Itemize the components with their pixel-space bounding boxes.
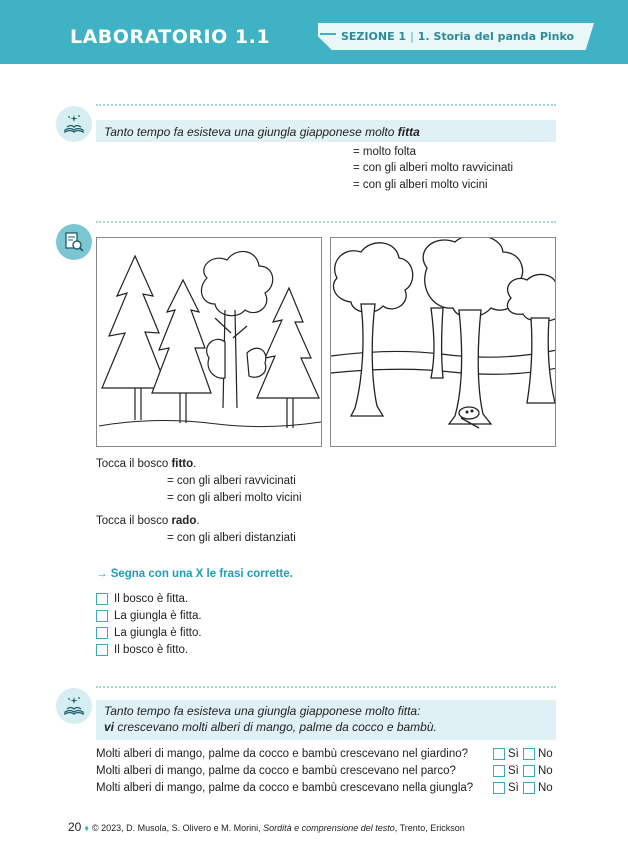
no-label: No <box>538 765 553 777</box>
divider <box>96 686 556 688</box>
definition-line: = con gli alberi molto ravvicinati <box>353 162 514 174</box>
book-magic-icon <box>56 688 92 724</box>
sentence-line-1: Tanto tempo fa esisteva una giungla giapponese molto fitta: <box>104 704 421 718</box>
option-label: Il bosco è fitto. <box>114 644 189 656</box>
period: . <box>196 515 200 527</box>
yes-label: Sì <box>508 782 519 794</box>
definition-line: = con gli alberi molto vicini <box>353 179 488 191</box>
footer <box>68 820 465 834</box>
credits-title: Sordità e comprensione del testo <box>263 823 395 833</box>
credits-prefix: © 2023, D. Musola, S. Olivero e M. Morini, <box>91 823 264 833</box>
yes-label: Sì <box>508 765 519 777</box>
definition-line: = con gli alberi molto vicini <box>167 492 302 504</box>
sezione-text <box>341 30 574 43</box>
checkbox-yes[interactable] <box>493 748 505 760</box>
definition-line: = molto folta <box>353 146 416 158</box>
sezione-divider: | <box>410 30 414 43</box>
text: Tocca il bosco <box>96 515 172 527</box>
sentence-line-2 <box>104 719 548 735</box>
arrow-icon <box>320 33 336 35</box>
book-magic-icon <box>56 106 92 142</box>
credits-suffix: , Trento, Erickson <box>394 823 465 833</box>
checkbox-yes[interactable] <box>493 765 505 777</box>
sezione-title: 1. Storia del panda Pinko <box>417 30 575 43</box>
sentence-band <box>96 700 556 740</box>
yes-label: Sì <box>508 748 519 760</box>
question-text: Molti alberi di mango, palme da cocco e bambù crescevano nella giungla? <box>96 782 474 794</box>
question-text: Molti alberi di mango, palme da cocco e bambù crescevano nel giardino? <box>96 748 469 760</box>
checkbox-no[interactable] <box>523 748 535 760</box>
definition-line: = con gli alberi ravvicinati <box>167 475 296 487</box>
instruction-rado <box>96 514 200 528</box>
search-document-icon <box>56 224 92 260</box>
definition-line: = con gli alberi distanziati <box>167 532 296 544</box>
no-label: No <box>538 748 553 760</box>
lab-title: LABORATORIO 1.1 <box>70 26 271 48</box>
no-label: No <box>538 782 553 794</box>
checkbox[interactable] <box>96 610 108 622</box>
header-bar <box>0 0 628 64</box>
instruction-fitto <box>96 457 196 471</box>
sentence-line-2-text: crescevano molti alberi di mango, palme da cocco e bambù. <box>114 720 437 734</box>
sezione-label: SEZIONE 1 <box>341 30 407 43</box>
divider <box>96 104 556 106</box>
sentence-text: Tanto tempo fa esisteva una giungla giapponese molto <box>104 125 398 139</box>
diamond-icon: ♦ <box>84 823 89 833</box>
checkbox[interactable] <box>96 644 108 656</box>
checkbox-no[interactable] <box>523 765 535 777</box>
dense-forest-image[interactable] <box>96 237 322 447</box>
checkbox-yes[interactable] <box>493 782 505 794</box>
period: . <box>193 458 197 470</box>
question-text: Molti alberi di mango, palme da cocco e bambù crescevano nel parco? <box>96 765 456 777</box>
divider <box>96 221 556 223</box>
option-label: La giungla è fitta. <box>114 610 202 622</box>
sentence-band <box>96 120 556 142</box>
page-number: 20 <box>68 820 82 834</box>
sparse-forest-image[interactable] <box>330 237 556 447</box>
exercise-instruction: → Segna con una X le frasi corrette. <box>96 568 293 580</box>
text: Tocca il bosco <box>96 458 172 470</box>
keyword-fitto: fitto <box>171 458 194 470</box>
keyword-rado: rado <box>171 515 197 527</box>
checkbox[interactable] <box>96 593 108 605</box>
sentence-keyword: fitta <box>397 125 420 139</box>
option-label: La giungla è fitto. <box>114 627 202 639</box>
option-label: Il bosco è fitta. <box>114 593 189 605</box>
keyword-vi: vi <box>104 720 115 734</box>
checkbox-no[interactable] <box>523 782 535 794</box>
checkbox[interactable] <box>96 627 108 639</box>
